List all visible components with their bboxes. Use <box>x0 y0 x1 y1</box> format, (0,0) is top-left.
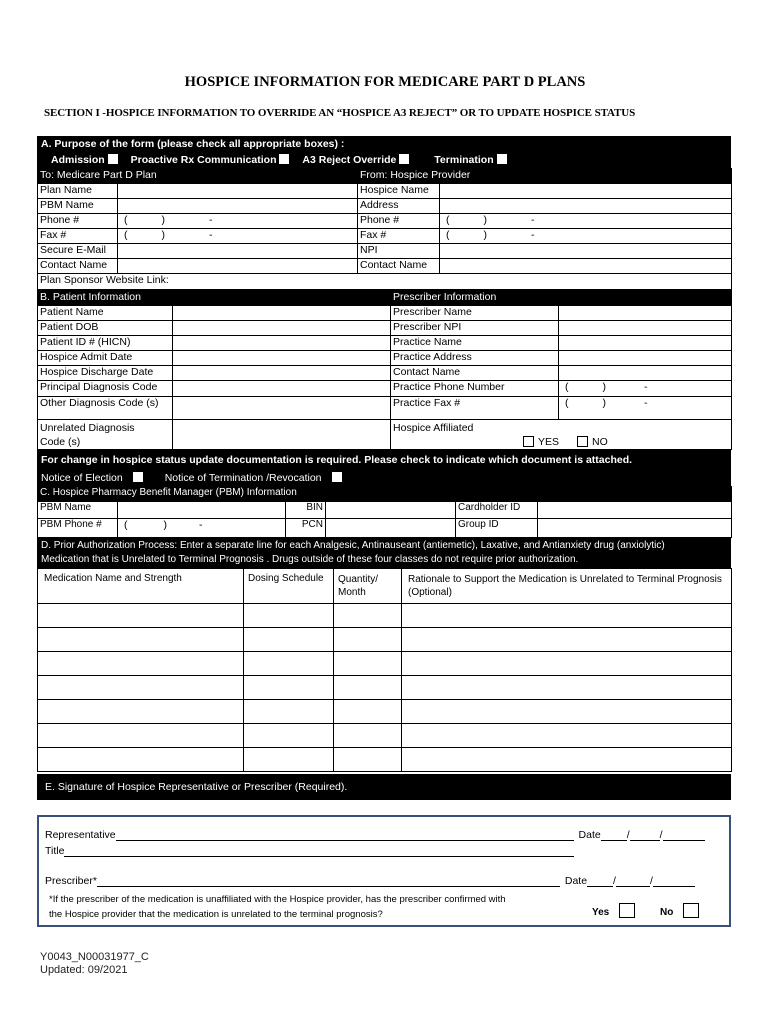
paren: ) <box>483 214 487 226</box>
col-dosing-schedule: Dosing Schedule <box>244 569 334 604</box>
section-b-header: B. Patient Information <box>38 291 391 306</box>
status-update-block <box>37 450 731 486</box>
col-medication-name: Medication Name and Strength <box>38 569 244 604</box>
med-row-2-dosing[interactable] <box>244 628 334 652</box>
npi-field[interactable] <box>440 244 732 259</box>
bin-field[interactable] <box>326 502 456 519</box>
med-row-5-rationale[interactable] <box>402 700 732 724</box>
hospice-form <box>37 136 731 800</box>
discharge-date-field[interactable] <box>173 366 391 381</box>
section-d-header-line1: D. Prior Authorization Process: Enter a separate line for each Analgesic, Antinauseant (antiemetic), Laxative, and Antianxiety drug (anxiolytic) <box>41 540 665 551</box>
med-row-3-qty[interactable] <box>334 652 402 676</box>
hospice-pbm-phone-field[interactable] <box>118 519 286 538</box>
pres-date-year[interactable] <box>653 876 695 887</box>
notice-election-checkbox[interactable] <box>133 472 143 482</box>
patient-id-label: Patient ID # (HICN) <box>38 336 173 351</box>
hospice-contact-label: Contact Name <box>358 259 440 274</box>
col-quantity-month: Quantity/ Month <box>334 569 402 604</box>
npi-label: NPI <box>358 244 440 259</box>
hospice-phone-label: Phone # <box>358 214 440 229</box>
affiliated-yes-checkbox[interactable] <box>523 436 534 447</box>
hospice-contact-field[interactable] <box>440 259 732 274</box>
admission-label: Admission <box>51 154 105 166</box>
admission-checkbox[interactable] <box>108 154 118 164</box>
form-subtitle: SECTION I -HOSPICE INFORMATION TO OVERRIDE AN “HOSPICE A3 REJECT” OR TO UPDATE HOSPICE STATUS <box>44 107 636 119</box>
prescriber-npi-field[interactable] <box>559 321 732 336</box>
med-row-2-name[interactable] <box>38 628 244 652</box>
plan-fax-label: Fax # <box>38 229 118 244</box>
confirm-no-checkbox[interactable] <box>683 903 699 918</box>
section-a-header: A. Purpose of the form (please check all appropriate boxes) : <box>37 136 731 152</box>
section-e-header: E. Signature of Hospice Representative or Prescriber (Required). <box>37 774 731 800</box>
paren: ) <box>163 519 167 531</box>
patient-id-field[interactable] <box>173 336 391 351</box>
practice-address-label: Practice Address <box>391 351 559 366</box>
patient-dob-label: Patient DOB <box>38 321 173 336</box>
paren: ) <box>161 229 165 241</box>
practice-name-label: Practice Name <box>391 336 559 351</box>
practice-phone-field[interactable] <box>559 381 732 397</box>
paren: ) <box>161 214 165 226</box>
med-row-5-dosing[interactable] <box>244 700 334 724</box>
website-link-field[interactable] <box>38 274 732 290</box>
dash: - <box>644 381 648 393</box>
med-row-4-name[interactable] <box>38 676 244 700</box>
prescriber-header: Prescriber Information <box>391 291 732 306</box>
med-row-6-dosing[interactable] <box>244 724 334 748</box>
updated-date: Updated: 09/2021 <box>40 964 128 976</box>
representative-signature-line[interactable] <box>116 830 574 841</box>
pbm-name-label: PBM Name <box>38 199 118 214</box>
plan-contact-field[interactable] <box>118 259 358 274</box>
section-d-header <box>37 538 731 568</box>
prescriber-npi-label: Prescriber NPI <box>391 321 559 336</box>
paren: ( <box>565 381 569 393</box>
paren: ) <box>602 397 607 409</box>
cardholder-id-field[interactable] <box>538 502 732 519</box>
rep-date-year[interactable] <box>663 830 705 841</box>
affiliated-no-checkbox[interactable] <box>577 436 588 447</box>
med-row-3-rationale[interactable] <box>402 652 732 676</box>
rep-date-day[interactable] <box>630 830 660 841</box>
medication-table <box>37 568 732 772</box>
med-row-2-rationale[interactable] <box>402 628 732 652</box>
termination-label: Termination <box>434 154 494 166</box>
med-row-2-qty[interactable] <box>334 628 402 652</box>
med-row-1-dosing[interactable] <box>244 604 334 628</box>
hospice-fax-label: Fax # <box>358 229 440 244</box>
title-line[interactable] <box>64 846 574 857</box>
med-row-1-name[interactable] <box>38 604 244 628</box>
proactive-checkbox[interactable] <box>279 154 289 164</box>
section-d-header-line2: Medication that is Unrelated to Terminal Prognosis . Drugs outside of these four classes do not require prior authorization. <box>41 554 579 565</box>
med-row-5-name[interactable] <box>38 700 244 724</box>
med-row-7-name[interactable] <box>38 748 244 772</box>
med-row-6-qty[interactable] <box>334 724 402 748</box>
hospice-phone-field[interactable] <box>440 214 732 229</box>
dash: - <box>209 229 213 241</box>
discharge-date-label: Hospice Discharge Date <box>38 366 173 381</box>
prescriber-date-label: Date <box>564 875 588 887</box>
address-field[interactable] <box>440 199 732 214</box>
section-b-table <box>37 290 732 450</box>
patient-name-label: Patient Name <box>38 306 173 321</box>
other-diagnosis-field[interactable] <box>173 397 391 420</box>
plan-name-field[interactable] <box>118 184 358 199</box>
form-title: HOSPICE INFORMATION FOR MEDICARE PART D PLANS <box>184 74 586 90</box>
paren: ) <box>602 381 607 393</box>
affiliated-no-label: NO <box>592 436 608 448</box>
practice-fax-label: Practice Fax # <box>391 397 559 420</box>
admit-date-label: Hospice Admit Date <box>38 351 173 366</box>
prescriber-note-line1: *If the prescriber of the medication is unaffiliated with the Hospice provider, has the prescriber confirmed with <box>49 894 506 905</box>
prescriber-name-field[interactable] <box>559 306 732 321</box>
med-row-7-rationale[interactable] <box>402 748 732 772</box>
med-row-4-dosing[interactable] <box>244 676 334 700</box>
med-row-1-qty[interactable] <box>334 604 402 628</box>
practice-fax-field[interactable] <box>559 397 732 420</box>
hospice-pbm-name-label: PBM Name <box>38 502 118 519</box>
pres-date-day[interactable] <box>616 876 650 887</box>
pbm-name-field[interactable] <box>118 199 358 214</box>
confirm-no-label: No <box>660 907 674 918</box>
paren: ( <box>124 214 128 226</box>
a3-reject-label: A3 Reject Override <box>302 154 397 166</box>
med-row-7-dosing[interactable] <box>244 748 334 772</box>
paren: ( <box>446 214 450 226</box>
plan-contact-label: Contact Name <box>38 259 118 274</box>
med-row-3-dosing[interactable] <box>244 652 334 676</box>
dash: - <box>531 229 535 241</box>
med-row-4-qty[interactable] <box>334 676 402 700</box>
rep-date-month[interactable] <box>601 830 627 841</box>
unrelated-diagnosis-label <box>38 420 173 450</box>
med-row-7-qty[interactable] <box>334 748 402 772</box>
practice-contact-field[interactable] <box>559 366 732 381</box>
paren: ( <box>124 229 128 241</box>
hospice-affiliated-cell <box>391 420 732 450</box>
practice-phone-label: Practice Phone Number <box>391 381 559 397</box>
principal-diagnosis-field[interactable] <box>173 381 391 397</box>
notice-election-label: Notice of Election <box>41 472 123 484</box>
website-link-label: Plan Sponsor Website Link: <box>40 274 169 286</box>
representative-label: Representative <box>45 829 116 841</box>
dash: - <box>531 214 535 226</box>
dash: - <box>644 397 648 409</box>
prescriber-note-line2: the Hospice provider that the medication is unrelated to the terminal prognosis? <box>49 909 383 920</box>
paren: ( <box>124 519 128 531</box>
notice-termination-checkbox[interactable] <box>332 472 342 482</box>
plan-fax-field[interactable] <box>118 229 358 244</box>
section-a-table <box>37 168 732 290</box>
hospice-name-label: Hospice Name <box>358 184 440 199</box>
med-row-3-name[interactable] <box>38 652 244 676</box>
patient-dob-field[interactable] <box>173 321 391 336</box>
other-diagnosis-label: Other Diagnosis Code (s) <box>38 397 173 420</box>
address-label: Address <box>358 199 440 214</box>
title-label: Title <box>45 845 65 857</box>
pcn-label: PCN <box>286 519 326 538</box>
paren: ( <box>446 229 450 241</box>
paren: ( <box>565 397 569 409</box>
col-rationale: Rationale to Support the Medication is Unrelated to Terminal Prognosis (Optional) <box>402 569 732 604</box>
to-plan-label: To: Medicare Part D Plan <box>38 169 358 184</box>
group-id-field[interactable] <box>538 519 732 538</box>
bin-label: BIN <box>286 502 326 519</box>
patient-name-field[interactable] <box>173 306 391 321</box>
group-id-label: Group ID <box>456 519 538 538</box>
practice-name-field[interactable] <box>559 336 732 351</box>
purpose-options-row <box>37 152 731 168</box>
med-row-6-rationale[interactable] <box>402 724 732 748</box>
confirm-yes-checkbox[interactable] <box>619 903 635 918</box>
secure-email-label: Secure E-Mail <box>38 244 118 259</box>
principal-diagnosis-label: Principal Diagnosis Code <box>38 381 173 397</box>
hospice-pbm-phone-label: PBM Phone # <box>38 519 118 538</box>
plan-phone-field[interactable] <box>118 214 358 229</box>
secure-email-field[interactable] <box>118 244 358 259</box>
hospice-affiliated-label: Hospice Affiliated <box>393 422 474 434</box>
form-code: Y0043_N00031977_C <box>40 951 149 963</box>
confirm-yes-label: Yes <box>592 907 610 918</box>
pres-date-month[interactable] <box>587 876 613 887</box>
prescriber-label: Prescriber* <box>45 875 97 887</box>
pcn-field[interactable] <box>326 519 456 538</box>
prescriber-name-label: Prescriber Name <box>391 306 559 321</box>
cardholder-id-label: Cardholder ID <box>456 502 538 519</box>
hospice-pbm-name-field[interactable] <box>118 502 286 519</box>
practice-contact-label: Contact Name <box>391 366 559 381</box>
med-row-6-name[interactable] <box>38 724 244 748</box>
unrelated-diagnosis-field[interactable] <box>173 420 391 450</box>
med-row-4-rationale[interactable] <box>402 676 732 700</box>
footer <box>40 951 149 977</box>
paren: ) <box>483 229 487 241</box>
status-instructions: For change in hospice status update documentation is required. Please check to indicate which document is attached. <box>41 454 633 466</box>
section-c-header: C. Hospice Pharmacy Benefit Manager (PBM) Information <box>38 487 732 502</box>
affiliated-yes-label: YES <box>538 436 560 448</box>
section-c-table <box>37 486 732 538</box>
plan-name-label: Plan Name <box>38 184 118 199</box>
plan-phone-label: Phone # <box>38 214 118 229</box>
practice-address-field[interactable] <box>559 351 732 366</box>
hospice-fax-field[interactable] <box>440 229 732 244</box>
prescriber-signature-line[interactable] <box>97 876 560 887</box>
unrelated-label-line2: Code (s) <box>40 436 81 448</box>
from-provider-label: From: Hospice Provider <box>358 169 732 184</box>
unrelated-label-line1: Unrelated Diagnosis <box>40 422 135 434</box>
proactive-label: Proactive Rx Communication <box>130 154 277 166</box>
dash: - <box>199 519 203 531</box>
admit-date-field[interactable] <box>173 351 391 366</box>
hospice-name-field[interactable] <box>440 184 732 199</box>
a3-reject-checkbox[interactable] <box>399 154 409 164</box>
representative-date-label: Date <box>578 829 601 841</box>
termination-checkbox[interactable] <box>497 154 507 164</box>
notice-termination-label: Notice of Termination /Revocation <box>164 472 322 484</box>
dash: - <box>209 214 213 226</box>
med-row-5-qty[interactable] <box>334 700 402 724</box>
signature-box: Representative Date / / Title Prescriber* Date / / *If the prescriber of the medication is unaffiliated with the Hospice provider, has the prescriber confirmed with the Hospice provider that the medication is unrelated to the terminal prognosis? Yes No <box>37 815 731 927</box>
med-row-1-rationale[interactable] <box>402 604 732 628</box>
